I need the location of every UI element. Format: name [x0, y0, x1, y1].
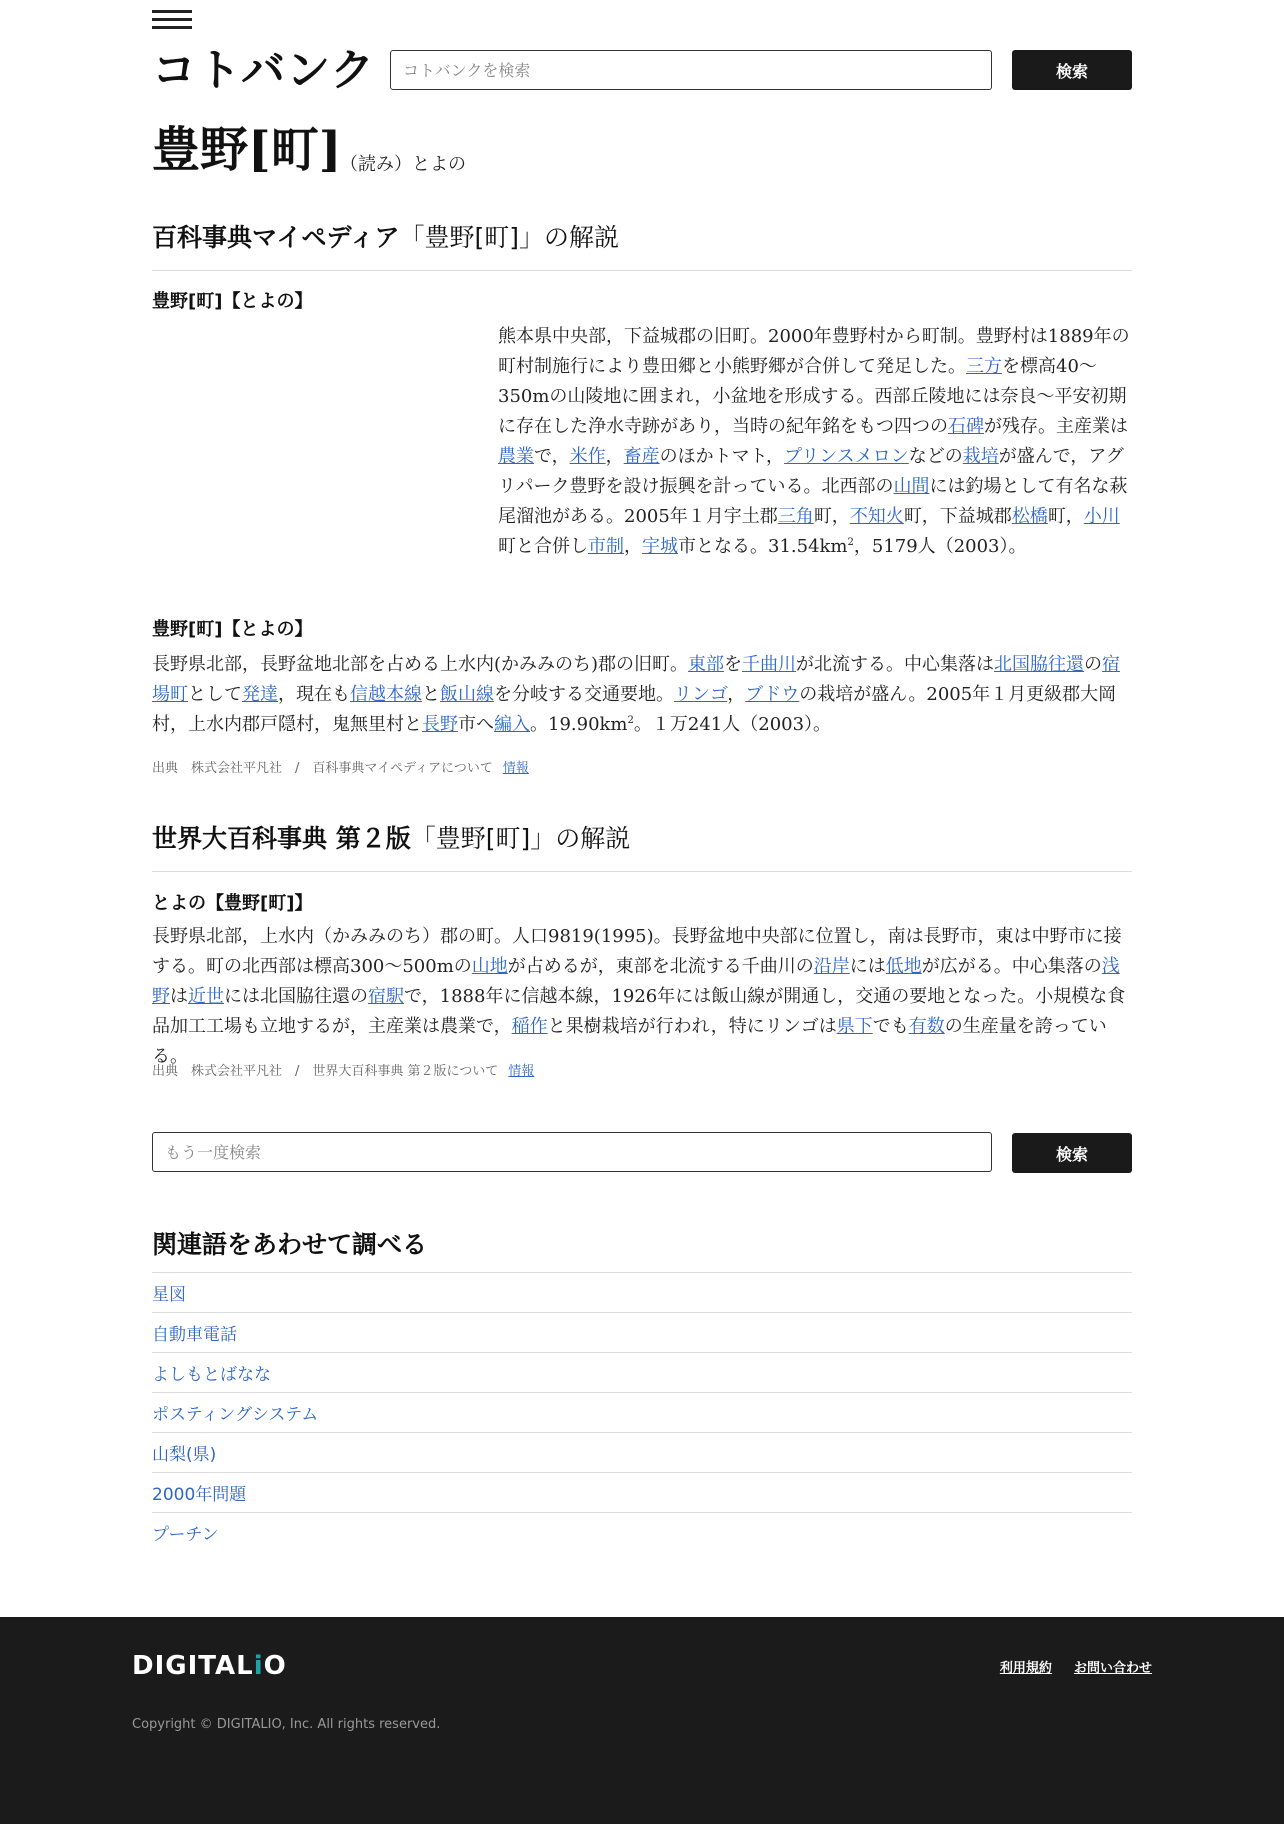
term-link[interactable]: 信越本線	[350, 684, 422, 705]
entry-heading: とよの【豊野[町]】	[152, 893, 313, 914]
related-item	[152, 1312, 1132, 1352]
hamburger-menu-icon[interactable]	[152, 10, 192, 30]
entry-description: 長野県北部，長野盆地北部を占める上水内(かみみのち)郡の旧町。東部を千曲川が北流する。中心集落は北国脇往還の宿場町として発達，現在も信越本線と飯山線を分岐する交通要地。リンゴ，ブドウの栽培が盛ん。2005年１月更級郡大岡村，上水内郡戸隠村，鬼無里村と長野市へ編入。$19.90km^2$。１万241人（2003）。	[152, 654, 1121, 735]
related-list	[152, 1272, 1132, 1552]
source-note: 出典 株式会社平凡社 / 百科事典マイペディアについて 情報	[152, 761, 529, 776]
site-logo[interactable]: コトバンク	[152, 45, 376, 96]
term-link[interactable]: ブドウ	[745, 684, 800, 705]
footer	[0, 1617, 1284, 1824]
related-link[interactable]: プーチン	[152, 1525, 219, 1545]
term-link[interactable]: 東部	[688, 654, 725, 675]
term-link[interactable]: 千曲川	[742, 654, 797, 675]
term-link[interactable]: 石碑	[948, 416, 984, 437]
term-link[interactable]: 北国脇往還	[994, 654, 1085, 675]
term-link[interactable]: 三角	[777, 506, 814, 527]
search-input[interactable]	[390, 50, 992, 90]
term-link[interactable]: 畜産	[623, 446, 660, 467]
related-link[interactable]: ポスティングシステム	[152, 1405, 319, 1425]
search-again-button[interactable]: 検索	[1012, 1133, 1132, 1173]
term-link[interactable]: 長野	[422, 714, 458, 735]
term-link[interactable]: 稲作	[511, 1016, 548, 1037]
entry-description: 長野県北部，上水内（かみみのち）郡の町。人口9819(1995)。長野盆地中央部に位置し，南は長野市，東は中野市に接する。町の北西部は標高300～500mの山地が占めるが，東部を北流する千曲川の沿岸には低地が広がる。中心集落の浅野は近世には北国脇往還の宿駅で，1888年に信越本線，1926年には飯山線が開通し，交通の要地となった。小規模な食品加工工場も立地するが，主産業は農業で，稲作と果樹栽培が行われ，特にリンゴは県下でも有数の生産量を誇っている。	[152, 926, 1126, 1067]
term-link[interactable]: 編入	[494, 714, 530, 735]
source-note: 出典 株式会社平凡社 / 世界大百科事典 第２版について 情報	[152, 1064, 535, 1079]
related-link[interactable]: よしもとばなな	[152, 1365, 271, 1385]
footer-logo[interactable]: DIGITALiO	[132, 1651, 287, 1681]
section-source-name: 百科事典マイペディア	[152, 223, 400, 252]
entry-description: 熊本県中央部，下益城郡の旧町。2000年豊野村から町制。豊野村は1889年の町村制施行により豊田郷と小熊野郷が合併して発足した。三方を標高40〜350mの山陵地に囲まれ，小盆地を形成する。西部丘陵地には奈良〜平安初期に存在した浄水寺跡があり，当時の紀年銘をもつ四つの石碑が残存。主産業は農業で，米作，畜産のほかトマト，プリンスメロンなどの栽培が盛んで，アグリパーク豊野を設け振興を計っている。北西部の山間には釣場として有名な萩尾溜池がある。2005年１月宇土郡三角町，不知火町，下益城郡松橋町，小川町と合併し市制，宇城市となる。$31.54km^2$，5179人（2003）。	[498, 326, 1130, 557]
section-title-quote: 「豊野[町]」の解説	[399, 223, 620, 252]
term-link[interactable]: 宇城	[642, 536, 678, 557]
term-link[interactable]: 三方	[966, 356, 1002, 377]
related-item	[152, 1352, 1132, 1392]
section-title-quote: 「豊野[町]」の解説	[410, 824, 631, 853]
term-link[interactable]: 小川	[1083, 506, 1120, 527]
term-link[interactable]: 沿岸	[813, 956, 850, 977]
section-title-mypedia	[152, 220, 1132, 271]
term-link[interactable]: 山間	[893, 476, 930, 497]
term-link[interactable]: プリンスメロン	[784, 446, 909, 467]
related-item	[152, 1392, 1132, 1432]
related-link[interactable]: 自動車電話	[152, 1325, 237, 1345]
term-link[interactable]: 松橋	[1011, 506, 1048, 527]
term-link[interactable]: 市制	[588, 536, 624, 557]
term-link[interactable]: 県下	[836, 1016, 873, 1037]
related-title: 関連語をあわせて調べる	[152, 1230, 428, 1259]
reading: （読み）とよの	[340, 154, 466, 175]
term-link[interactable]: 低地	[885, 956, 922, 977]
footer-links	[982, 1657, 1152, 1676]
term-link[interactable]: 米作	[569, 446, 606, 467]
related-item	[152, 1432, 1132, 1472]
term-link[interactable]: 有数	[908, 1016, 945, 1037]
term-link[interactable]: 近世	[188, 986, 224, 1007]
info-link[interactable]: 情報	[508, 1064, 535, 1079]
entry-heading: 豊野[町]【とよの】	[152, 619, 313, 640]
related-item	[152, 1272, 1132, 1312]
section-title-heibonsha	[152, 821, 1132, 872]
copyright: Copyright © DIGITALIO, Inc. All rights reserved.	[132, 1717, 441, 1732]
term-link[interactable]: 発達	[242, 684, 278, 705]
term-link[interactable]: 宿場町	[152, 654, 1121, 705]
related-link[interactable]: 2000年問題	[152, 1485, 247, 1505]
term-link[interactable]: 宿駅	[368, 986, 404, 1007]
related-link[interactable]: 山梨(県)	[152, 1445, 217, 1465]
term-link[interactable]: 飯山線	[440, 684, 494, 705]
term-link[interactable]: 農業	[498, 446, 534, 467]
term-link[interactable]: 栽培	[962, 446, 999, 467]
term-link[interactable]: 不知火	[849, 506, 904, 527]
search-again-input[interactable]	[152, 1132, 992, 1172]
entry-heading: 豊野[町]【とよの】	[152, 291, 313, 312]
search-button[interactable]: 検索	[1012, 50, 1132, 90]
related-item	[152, 1472, 1132, 1512]
contact-link[interactable]: お問い合わせ	[1073, 1661, 1152, 1676]
term-link[interactable]: リンゴ	[674, 684, 728, 705]
term-link[interactable]: 浅野	[152, 956, 1120, 1007]
page-title: 豊野[町]	[152, 122, 342, 178]
related-item	[152, 1512, 1132, 1552]
info-link[interactable]: 情報	[502, 761, 529, 776]
term-link[interactable]: 山地	[471, 956, 508, 977]
section-source-name: 世界大百科事典 第２版	[152, 824, 411, 853]
related-link[interactable]: 星図	[152, 1285, 186, 1305]
terms-link[interactable]: 利用規約	[999, 1661, 1052, 1676]
